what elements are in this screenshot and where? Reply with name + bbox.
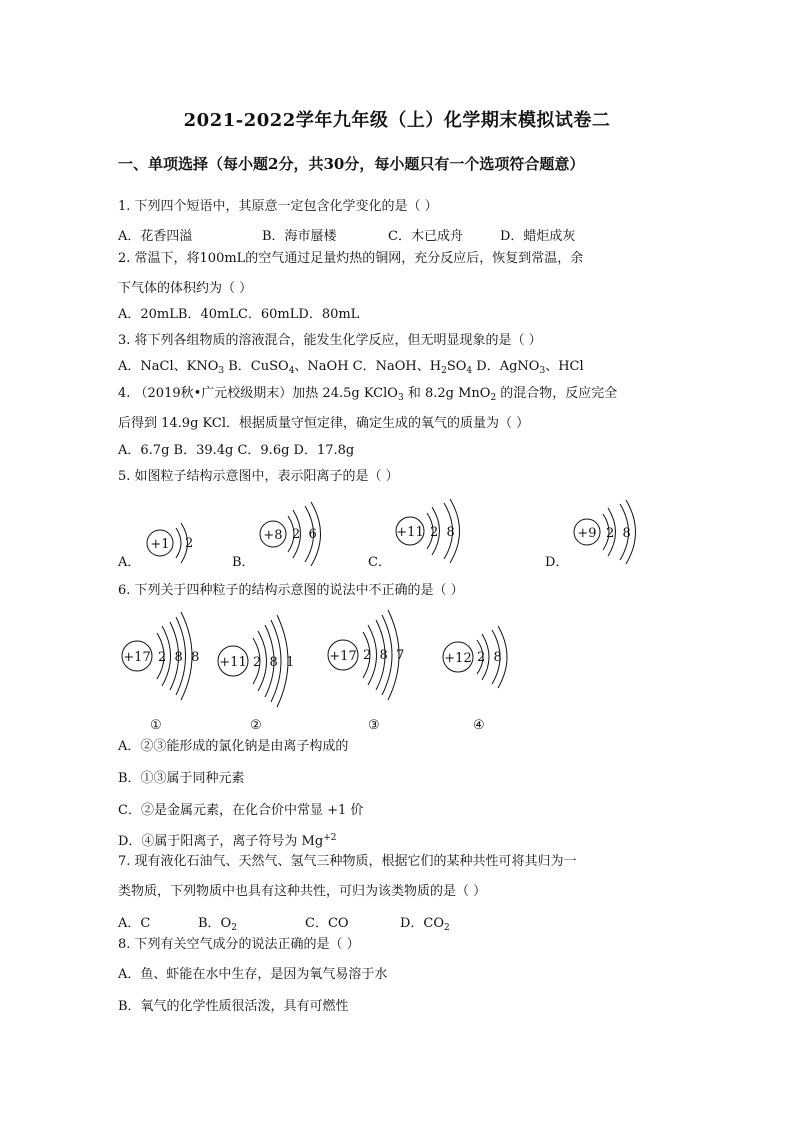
- subscript: 2: [441, 366, 447, 376]
- nucleus-charge: +8: [263, 528, 283, 543]
- q3-option-c-part: SO: [446, 359, 467, 374]
- electron-shells: 2 8: [477, 650, 502, 665]
- subscript: 2: [444, 923, 450, 933]
- q4-text: 的混合物，反应完全: [496, 386, 618, 401]
- q1-option-d: D．蜡炬成灰: [500, 229, 576, 244]
- q5-label-a: A．: [118, 555, 141, 570]
- q3-option-b: B．CuSO: [224, 359, 289, 374]
- q3-option-d: D．AgNO: [472, 359, 540, 374]
- electron-shells: 2 8 1: [253, 655, 295, 670]
- nucleus-charge: +1: [150, 537, 170, 552]
- electron-shells: 2 8 8: [158, 650, 200, 665]
- q7-option-a: A．C: [118, 916, 151, 931]
- nucleus-charge: +11: [396, 525, 424, 540]
- subscript: 4: [288, 366, 295, 376]
- q3-option-a: A．NaCl、KNO: [118, 359, 219, 374]
- q6-stem: 6. 下列关于四种粒子的结构示意图的说法中不正确的是（ ）: [118, 583, 464, 598]
- q7-option-b-text: B．O: [198, 916, 232, 931]
- subscript: 3: [218, 366, 225, 376]
- q7-option-b: [198, 912, 237, 933]
- q3-option-d-part: 、HCl: [545, 359, 584, 374]
- q5-atom-a: [147, 523, 193, 563]
- subscript: 2: [490, 393, 497, 403]
- nucleus-charge: +11: [219, 655, 247, 670]
- q2-stem-line2: 下气体的体积约为（ ）: [118, 281, 253, 296]
- q6-option-b: B．①③属于同种元素: [118, 771, 245, 786]
- q5-label-c: C．: [368, 555, 391, 570]
- q6-atom-4: [443, 626, 507, 688]
- subscript: 3: [539, 366, 546, 376]
- q3-stem: 3. 将下列各组物质的溶液混合，能发生化学反应，但无明显现象的是（ ）: [118, 333, 542, 348]
- q6-option-a: A．②③能形成的氯化钠是由离子构成的: [118, 739, 349, 754]
- q4-text: 和 8.2g MnO: [403, 386, 491, 401]
- nucleus-charge: +17: [123, 650, 151, 665]
- q6-atom-2: [218, 615, 294, 707]
- q7-option-c: C．CO: [305, 916, 349, 931]
- q5-atom-d: [574, 500, 636, 564]
- q6-option-c: C．②是金属元素，在化合价中常显 +1 价: [118, 803, 364, 818]
- subscript: 2: [231, 923, 237, 933]
- q1-stem: 1. 下列四个短语中，其原意一定包含化学变化的是（ ）: [118, 199, 438, 214]
- q6-atom-3: [328, 610, 404, 700]
- q5-stem: 5. 如图粒子结构示意图中，表示阳离子的是（ ）: [118, 469, 399, 484]
- q6-option-d-text: D．④属于阳离子，离子符号为 Mg: [118, 834, 324, 849]
- q5-atom-b: [260, 502, 321, 566]
- subscript: 3: [397, 393, 404, 403]
- page-title: 2021-2022学年九年级（上）化学期末模拟试卷二: [183, 110, 611, 131]
- q5-label-d: D．: [545, 555, 569, 570]
- q1-option-a: A．花香四溢: [118, 229, 193, 244]
- q8-option-a: A．鱼、虾能在水中生存，是因为氧气易溶于水: [118, 967, 388, 982]
- nucleus-charge: +9: [577, 526, 597, 541]
- q7-stem-line2: 类物质，下列物质中也具有这种共性，可归为该类物质的是（ ）: [118, 884, 487, 899]
- electron-shells: 2 8: [430, 525, 455, 540]
- section-heading: 一、单项选择（每小题2分，共30分，每小题只有一个选项符合题意）: [118, 155, 585, 173]
- nucleus-charge: +17: [329, 649, 357, 664]
- superscript: +2: [323, 833, 337, 843]
- q7-stem-line1: 7. 现有液化石油气、天然气、氢气三种物质，根据它们的某种共性可将其归为一: [118, 854, 577, 869]
- q5-atom-c: [396, 499, 460, 563]
- q4-text: 4. （2019秋•广元校级期末）加热 24.5g KClO: [118, 386, 398, 401]
- q3-option-b-c: 、NaOH C．NaOH、H: [294, 359, 442, 374]
- q5-label-b: B．: [232, 555, 255, 570]
- q2-options: A．20mLB．40mLC．60mLD．80mL: [118, 307, 360, 322]
- q8-option-b: B．氧气的化学性质很活泼，具有可燃性: [118, 999, 349, 1014]
- nucleus-charge: +12: [444, 651, 472, 666]
- electron-shells: 2: [185, 536, 194, 551]
- q6-label-2: ②: [250, 718, 262, 733]
- q6-label-3: ③: [368, 718, 380, 733]
- q6-label-4: ④: [473, 718, 485, 733]
- q1-option-c: C．木已成舟: [388, 229, 463, 244]
- q6-label-1: ①: [150, 718, 162, 733]
- q8-stem: 8. 下列有关空气成分的说法正确的是（ ）: [118, 937, 360, 952]
- subscript: 4: [466, 366, 473, 376]
- q2-stem-line1: 2. 常温下，将100mL的空气通过足量灼热的铜网，充分反应后，恢复到常温，余: [118, 251, 584, 266]
- q7-option-d: [400, 912, 450, 933]
- q4-stem-line2: 后得到 14.9g KCl．根据质量守恒定律，确定生成的氧气的质量为（ ）: [118, 416, 530, 431]
- q7-option-d-text: D．CO: [400, 916, 445, 931]
- electron-shells: 2 6: [292, 527, 317, 542]
- q4-options: A．6.7g B．39.4g C．9.6g D．17.8g: [118, 443, 355, 458]
- electron-shells: 2 8: [606, 526, 631, 541]
- electron-shells: 2 8 7: [363, 648, 405, 663]
- q6-option-d: [118, 829, 336, 851]
- q1-option-b: B．海市蜃楼: [262, 229, 337, 244]
- q6-atom-1: [122, 612, 199, 700]
